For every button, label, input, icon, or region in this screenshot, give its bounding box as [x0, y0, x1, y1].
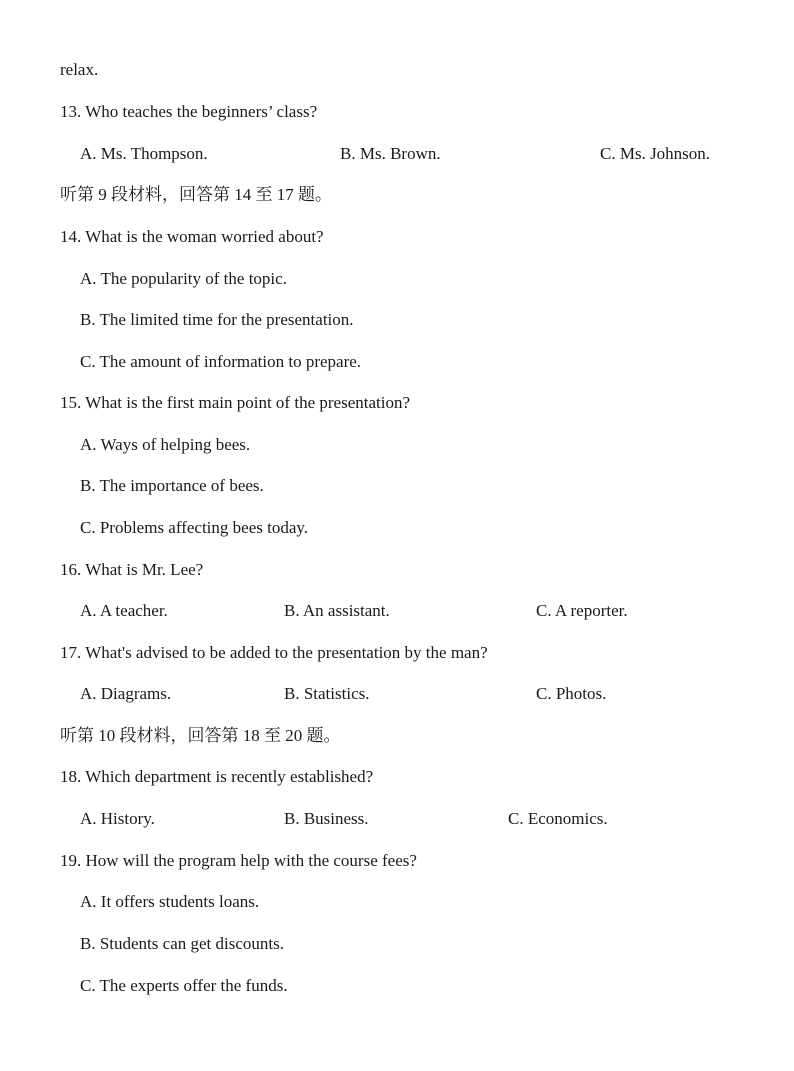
question-19-option-c: C. The experts offer the funds.	[80, 976, 288, 995]
question-19-option-a: A. It offers students loans.	[80, 892, 260, 911]
question-13-option-a: A. Ms. Thompson.	[80, 144, 208, 163]
question-19-stem: 19. How will the program help with the course fees?	[60, 851, 417, 870]
section-9-instruction: 听第 9 段材料，回答第 14 至 17 题。	[60, 185, 332, 204]
question-16-option-a: A. A teacher.	[80, 601, 168, 620]
question-18-option-c: C. Economics.	[508, 809, 608, 828]
question-16-option-c: C. A reporter.	[536, 601, 628, 620]
question-14-option-b: B. The limited time for the presentation.	[80, 310, 354, 329]
question-13-stem: 13. Who teaches the beginners’ class?	[60, 102, 318, 121]
question-18-stem: 18. Which department is recently established?	[60, 767, 374, 786]
question-18-option-a: A. History.	[80, 809, 155, 828]
question-17-option-c: C. Photos.	[536, 684, 607, 703]
question-15-option-c: C. Problems affecting bees today.	[80, 518, 309, 537]
question-14-option-a: A. The popularity of the topic.	[80, 269, 287, 288]
question-17-stem: 17. What's advised to be added to the presentation by the man?	[60, 643, 488, 662]
section-10-instruction: 听第 10 段材料，回答第 18 至 20 题。	[60, 726, 341, 745]
question-17-option-b: B. Statistics.	[284, 684, 370, 703]
question-15-option-a: A. Ways of helping bees.	[80, 435, 251, 454]
question-15-stem: 15. What is the first main point of the presentation?	[60, 393, 410, 412]
continuation-text: relax.	[60, 60, 99, 79]
question-17-option-a: A. Diagrams.	[80, 684, 172, 703]
question-15-option-b: B. The importance of bees.	[80, 476, 264, 495]
question-14-option-c: C. The amount of information to prepare.	[80, 352, 362, 371]
question-19-option-b: B. Students can get discounts.	[80, 934, 284, 953]
question-16-option-b: B. An assistant.	[284, 601, 390, 620]
question-13-option-b: B. Ms. Brown.	[340, 144, 441, 163]
question-16-stem: 16. What is Mr. Lee?	[60, 560, 204, 579]
question-14-stem: 14. What is the woman worried about?	[60, 227, 324, 246]
question-18-option-b: B. Business.	[284, 809, 369, 828]
question-13-option-c: C. Ms. Johnson.	[600, 144, 711, 163]
